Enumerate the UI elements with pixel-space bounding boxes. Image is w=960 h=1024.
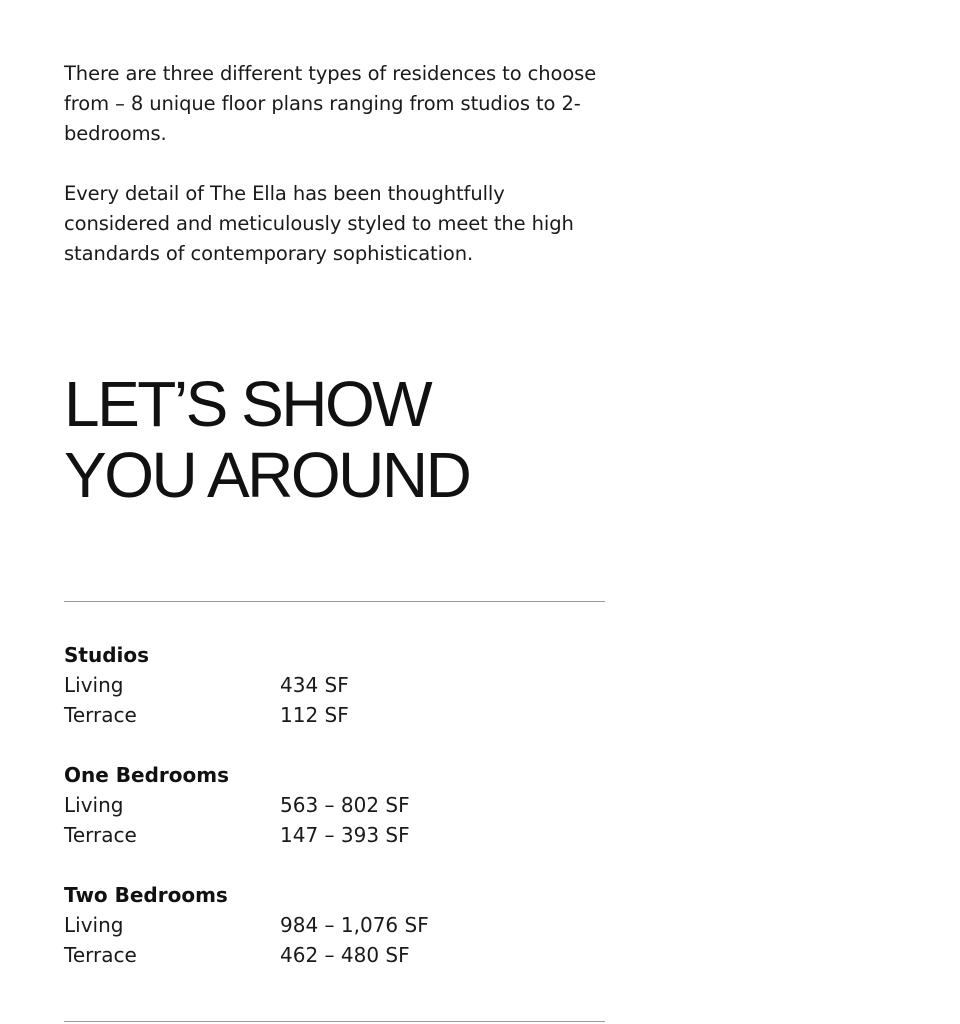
unit-size-row: [64, 700, 605, 730]
unit-size-row: [64, 670, 605, 700]
unit-size-list: [64, 640, 605, 970]
size-label: Terrace: [64, 943, 137, 967]
size-label: Terrace: [64, 823, 137, 847]
size-value: 984 – 1,076 SF: [280, 913, 429, 937]
headline-line: YOU AROUND: [64, 439, 470, 511]
unit-type-two-bedrooms: [64, 880, 605, 970]
unit-size-row: [64, 940, 605, 970]
unit-size-row: [64, 820, 605, 850]
size-value: 147 – 393 SF: [280, 823, 410, 847]
headline-line: LET’S SHOW: [64, 368, 431, 440]
size-label: Terrace: [64, 703, 137, 727]
size-label: Living: [64, 793, 124, 817]
intro-paragraph: Every detail of The Ella has been thoughtfully considered and meticulously styled to meet the high standards of contemporary sophistication.: [64, 182, 574, 265]
size-value: 563 – 802 SF: [280, 793, 410, 817]
intro-paragraph: There are three different types of residences to choose from – 8 unique floor plans ranging from studios to 2-bedrooms.: [64, 62, 597, 145]
section-headline: [64, 369, 469, 511]
unit-type-title: Two Bedrooms: [64, 883, 228, 907]
unit-type-studios: [64, 640, 605, 730]
size-value: 462 – 480 SF: [280, 943, 410, 967]
size-value: 434 SF: [280, 673, 349, 697]
residences-section: [64, 59, 605, 967]
divider: [64, 1021, 605, 1022]
unit-type-title: Studios: [64, 643, 150, 667]
unit-type-title: One Bedrooms: [64, 763, 229, 787]
size-value: 112 SF: [280, 703, 349, 727]
size-label: Living: [64, 673, 124, 697]
unit-size-row: [64, 790, 605, 820]
unit-type-one-bedrooms: [64, 760, 605, 850]
size-label: Living: [64, 913, 124, 937]
intro-text: [64, 59, 605, 269]
unit-size-row: [64, 910, 605, 940]
divider: [64, 601, 605, 602]
